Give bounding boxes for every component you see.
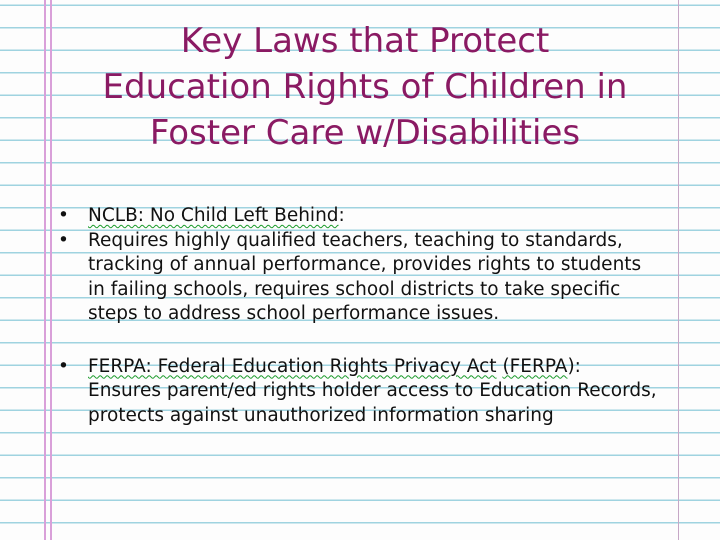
title-line-3: Foster Care w/Disabilities — [149, 113, 581, 153]
left-margin-line-inner — [50, 0, 52, 540]
nclb-term: NCLB: No Child Left Behind — [88, 205, 339, 226]
right-margin-line — [678, 0, 679, 540]
slide-title — [60, 18, 670, 156]
nclb-colon: : — [338, 205, 345, 226]
bullet-nclb — [58, 204, 658, 229]
title-line-2: Education Rights of Children in — [102, 67, 628, 107]
bullet-list — [58, 204, 658, 428]
left-margin-line — [44, 0, 46, 540]
ferpa-term: FERPA: Federal Education Rights Privacy Act — [88, 355, 497, 377]
bullet-nclb-description: • Requires highly qualified teachers, teaching to standards, tracking of annual performance, provides rights to students in failing schools, requires school districts to take specific steps to address school performance issues. — [58, 229, 658, 327]
bullet-ferpa — [58, 355, 658, 429]
ferpa-description: ): Ensures parent/ed rights holder access to Education Records, protects against unauthorized information sharing — [88, 355, 657, 426]
ferpa-abbrev: (FERPA — [502, 355, 568, 377]
title-line-1: Key Laws that Protect — [180, 21, 550, 61]
